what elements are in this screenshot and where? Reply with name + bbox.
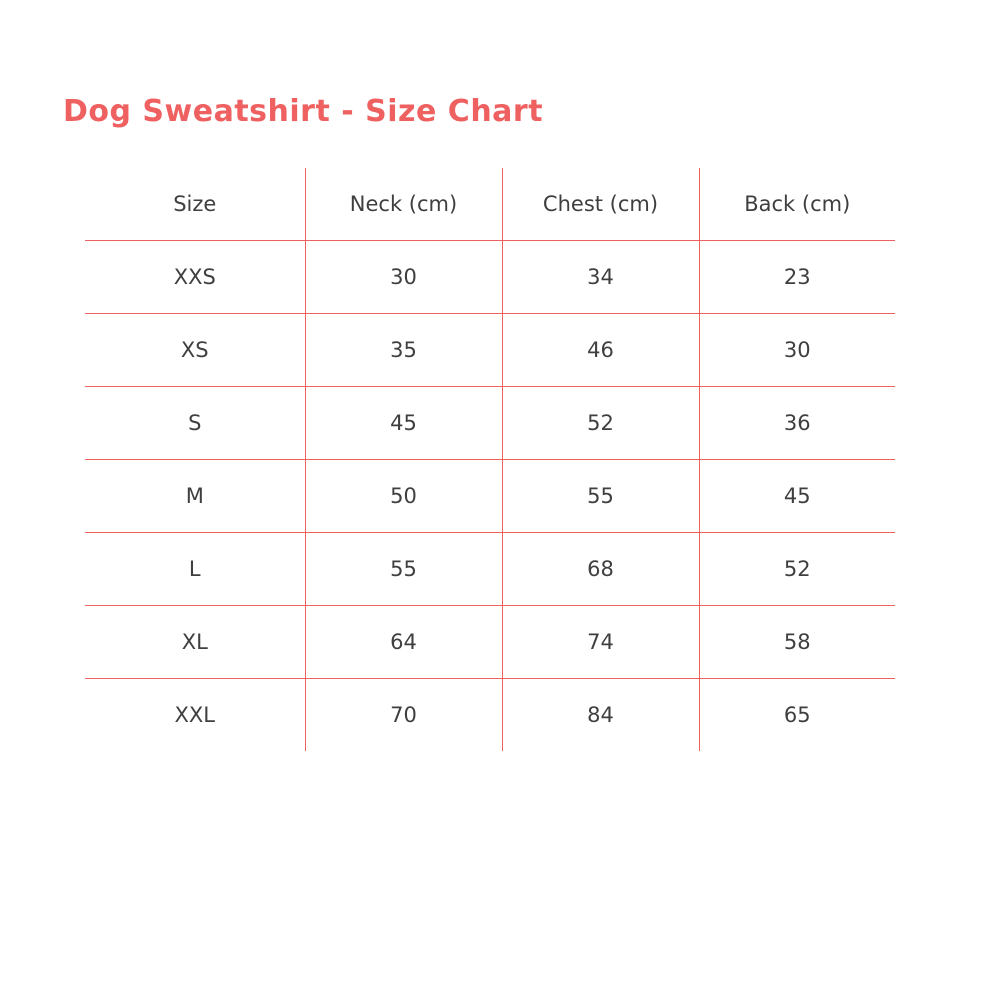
cell-neck: 30	[305, 241, 502, 314]
size-table-container	[85, 168, 895, 751]
page-title: Dog Sweatshirt - Size Chart	[63, 94, 544, 129]
table-row	[85, 460, 895, 533]
cell-back: 52	[699, 533, 895, 606]
table-row	[85, 606, 895, 679]
cell-neck: 55	[305, 533, 502, 606]
cell-chest: 84	[502, 679, 699, 752]
cell-size: XS	[85, 314, 305, 387]
column-header-size: Size	[85, 168, 305, 241]
cell-back: 65	[783, 703, 811, 727]
cell-size: M	[85, 460, 305, 533]
cell-chest: 46	[502, 314, 699, 387]
cell-back: 36	[699, 387, 895, 460]
cell-chest: 52	[502, 387, 699, 460]
cell-chest: 34	[502, 241, 699, 314]
table-row	[85, 387, 895, 460]
cell-neck: 64	[305, 606, 502, 679]
cell-size: XXL	[85, 679, 305, 752]
column-header-chest: Chest (cm)	[502, 168, 699, 241]
table-row	[85, 679, 895, 752]
cell-back: 23	[699, 241, 895, 314]
table-header-row	[85, 168, 895, 241]
cell-size: XL	[85, 606, 305, 679]
table-row	[85, 533, 895, 606]
cell-size: L	[85, 533, 305, 606]
table-row	[85, 241, 895, 314]
table-row	[85, 314, 895, 387]
cell-neck: 35	[305, 314, 502, 387]
cell-size: S	[85, 387, 305, 460]
cell-chest: 68	[502, 533, 699, 606]
column-header-neck: Neck (cm)	[305, 168, 502, 241]
cell-chest: 74	[502, 606, 699, 679]
table-body	[85, 241, 895, 752]
cell-chest: 55	[502, 460, 699, 533]
cell-back: 58	[699, 606, 895, 679]
cell-size: XXS	[85, 241, 305, 314]
cell-back: 45	[699, 460, 895, 533]
cell-back: 30	[699, 314, 895, 387]
column-header-back: Back (cm)	[699, 168, 895, 241]
table-header	[85, 168, 895, 241]
size-chart-table	[85, 168, 895, 751]
cell-neck: 70	[305, 679, 502, 752]
cell-neck: 50	[305, 460, 502, 533]
cell-neck: 45	[305, 387, 502, 460]
